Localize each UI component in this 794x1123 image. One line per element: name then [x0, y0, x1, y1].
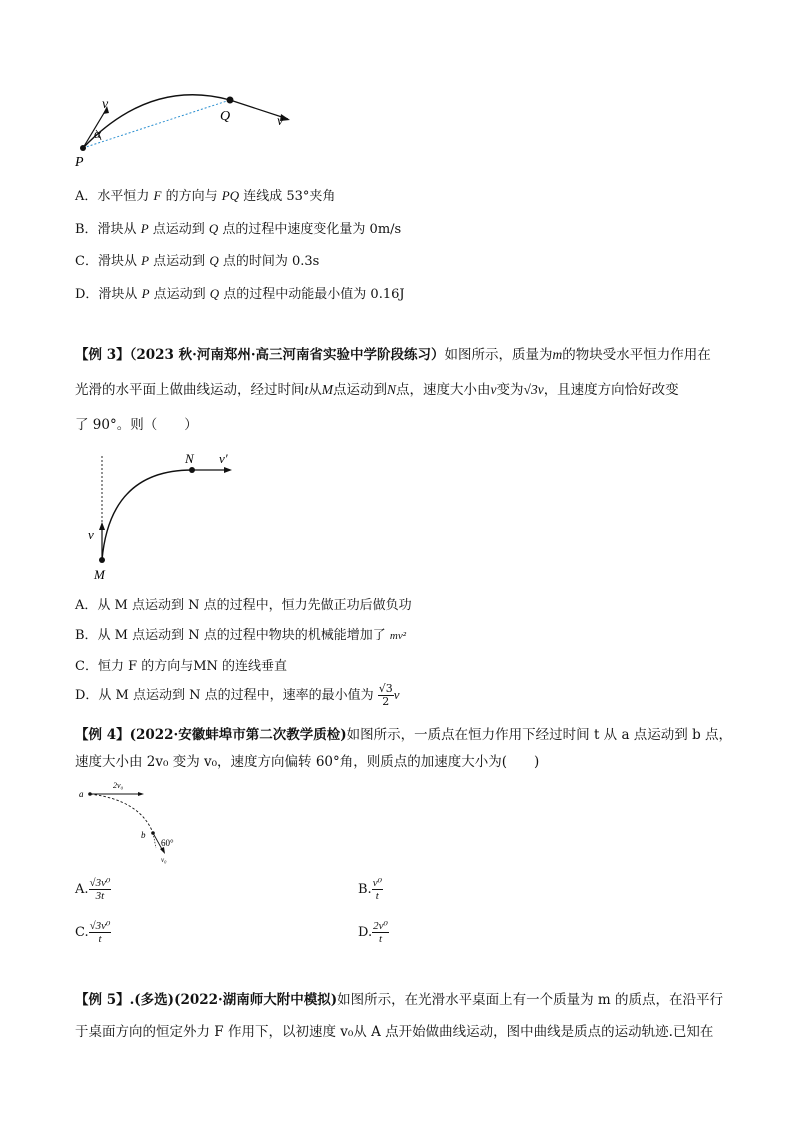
label-n: N	[185, 451, 194, 466]
ex3-option-d: D．从 M 点运动到 N 点的过程中，速率的最小值为 $\frac{√3}{2}$ v	[75, 682, 400, 708]
arrowhead-2v0	[138, 792, 144, 796]
ex4-line2: 速度大小由 2v₀ 变为 v₀，速度方向偏转 60°角，则质点的加速度大小为( )	[75, 754, 540, 770]
label-vprime: v′	[219, 451, 228, 466]
label-v-right: v	[277, 114, 284, 129]
ex4-option-b-fraction: $\frac{\text{v⁰}}{t}$	[372, 877, 382, 902]
ex4-option-b: B. $\frac{\text{v⁰}}{t}$	[358, 877, 382, 902]
point-p	[80, 145, 86, 151]
label-alpha: α	[94, 126, 101, 141]
dashed-curve-ab	[90, 794, 153, 833]
ex4-option-d: D. $\frac{\text{2v⁰}}{t}$	[358, 920, 388, 945]
ex4-line1: 【例 4】(2022·安徽蚌埠市第二次教学质检)如图所示，一质点在恒力作用下经过时间 t 从 a 点运动到 b 点，	[75, 727, 733, 743]
point-q	[227, 97, 234, 104]
figure-mn-trajectory	[85, 448, 245, 583]
ex4-option-c: C. $\frac{\text{√3v⁰}}{t}$	[75, 920, 111, 945]
label-q: Q	[220, 109, 231, 124]
ex4-option-d-fraction: $\frac{\text{2v⁰}}{t}$	[373, 920, 388, 945]
figure-ab-trajectory	[75, 775, 195, 867]
label-a: a	[79, 789, 84, 799]
ex3-option-d-fraction: $\frac{√3}{2}$	[378, 682, 393, 708]
point-b	[151, 831, 155, 835]
arrowhead-v	[99, 522, 105, 530]
ex4-option-a-fraction: $\frac{\text{√3v⁰}}{3t}$	[89, 877, 111, 902]
q2-option-d: D．滑块从 P 点运动到 Q 点的过程中动能最小值为 0.16J	[75, 286, 405, 302]
label-b: b	[141, 830, 146, 840]
curve-mn	[102, 470, 192, 560]
ex3-line3: 了 90°。则（ ）	[75, 417, 198, 433]
point-a	[88, 792, 92, 796]
ex5-line1: 【例 5】.(多选)(2022·湖南师大附中模拟)如图所示，在光滑水平桌面上有一个质量为 m 的质点，在沿平行	[75, 992, 724, 1008]
arrowhead-vprime	[224, 467, 232, 473]
label-v: v	[88, 527, 94, 542]
point-n	[189, 467, 195, 473]
label-v-top: v	[102, 97, 109, 112]
label-m: M	[94, 567, 105, 582]
q2-option-a: A．水平恒力 F 的方向与 PQ 连线成 53°夹角	[75, 188, 336, 204]
arrowhead-v0	[160, 847, 165, 854]
label-60: 60°	[161, 838, 174, 848]
ex3-line1: 【例 3】（2023 秋·河南郑州·高三河南省实验中学阶段练习）如图所示，质量为m的物块受水平恒力作用在	[75, 347, 711, 363]
label-2v0: 2v₀	[113, 781, 124, 790]
ex3-option-a: A．从 M 点运动到 N 点的过程中，恒力先做正功后做负功	[75, 598, 412, 613]
point-m	[99, 557, 105, 563]
label-p: P	[75, 155, 84, 170]
ex5-line2: 于桌面方向的恒定外力 F 作用下，以初速度 v₀从 A 点开始做曲线运动，图中曲线是质点的运动轨迹.已知在	[75, 1024, 714, 1040]
ex4-option-c-fraction: $\frac{\text{√3v⁰}}{t}$	[89, 920, 111, 945]
q2-option-c: C．滑块从 P 点运动到 Q 点的时间为 0.3s	[75, 253, 320, 269]
ex3-option-c: C．恒力 F 的方向与MN 的连线垂直	[75, 659, 288, 674]
ex3-option-b: B．从 M 点运动到 N 点的过程中物块的机械能增加了 mv²	[75, 628, 407, 643]
ex4-option-a: A. $\frac{\text{√3v⁰}}{3t}$	[75, 877, 111, 902]
figure-pq-trajectory	[70, 88, 300, 170]
ex3-line2: 光滑的水平面上做曲线运动，经过时间t从M点运动到N点，速度大小由v变为√3v，且速度方向恰好改变	[75, 382, 679, 398]
label-v0: v₀	[161, 856, 167, 864]
q2-option-b: B．滑块从 P 点运动到 Q 点的过程中速度变化量为 0m/s	[75, 221, 402, 237]
